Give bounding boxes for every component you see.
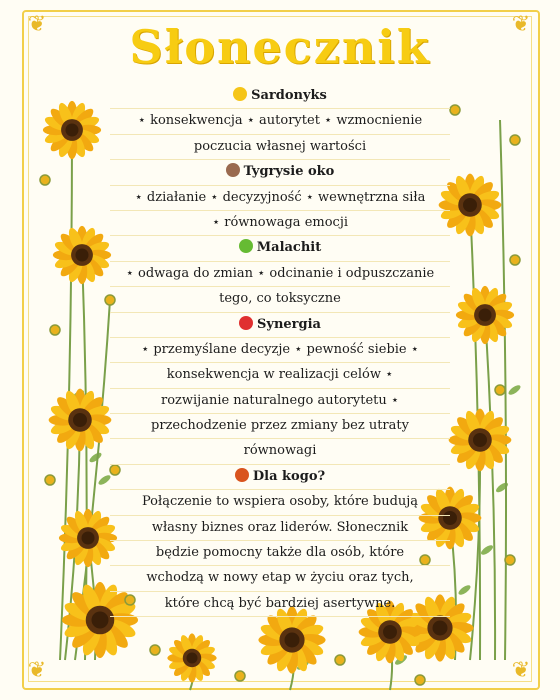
leaf xyxy=(88,451,103,464)
section-line: rozwijanie naturalnego autorytetu ⋆ xyxy=(110,389,450,414)
leaf xyxy=(480,544,495,557)
section-line: Połączenie to wspiera osoby, które budują xyxy=(110,490,450,515)
section-malachit xyxy=(110,236,450,312)
stem xyxy=(485,315,495,660)
section-line: ⋆ konsekwencja ⋆ autorytet ⋆ wzmocnienie xyxy=(110,109,450,134)
stone-list xyxy=(110,84,450,617)
section-heading: Sardonyks xyxy=(110,84,450,109)
section-heading: Tygrysie oko xyxy=(110,160,450,185)
sunflower-bud-icon xyxy=(50,325,60,335)
section-sardonyks xyxy=(110,84,450,160)
corner-ornament-icon: ❦ xyxy=(27,12,47,37)
brown-heart-icon xyxy=(226,163,240,177)
sunflower-bud-icon xyxy=(510,135,520,145)
section-line: ⋆ odwaga do zmian ⋆ odcinanie i odpuszczanie xyxy=(110,262,450,287)
corner-ornament-icon: ❦ xyxy=(27,658,47,683)
sunflower-bud-icon xyxy=(335,655,345,665)
section-line: ⋆ przemyślane decyzje ⋆ pewność siebie ⋆ xyxy=(110,338,450,363)
corner-ornament-icon: ❦ xyxy=(511,12,531,37)
section-line: tego, co toksyczne xyxy=(110,287,450,312)
sunflower-bud-icon xyxy=(495,385,505,395)
sunflower-bud-icon xyxy=(150,645,160,655)
sunflower-bud-icon xyxy=(510,255,520,265)
section-line: konsekwencja w realizacji celów ⋆ xyxy=(110,363,450,388)
section-tygrysie-oko xyxy=(110,160,450,236)
yellow-heart-icon xyxy=(233,87,247,101)
section-line: będzie pomocny także dla osób, które xyxy=(110,541,450,566)
section-heading: Synergia xyxy=(110,313,450,338)
sunflower-icon xyxy=(456,286,514,344)
section-line: wchodzą w nowy etap w życiu oraz tych, xyxy=(110,566,450,591)
section-heading: Malachit xyxy=(110,236,450,261)
section-line: ⋆ równowaga emocji xyxy=(110,211,450,236)
sunflower-icon xyxy=(167,633,216,682)
section-line: poczucia własnej wartości xyxy=(110,135,450,160)
leaf xyxy=(495,481,510,494)
sunflower-icon xyxy=(43,101,101,159)
sunflower-icon xyxy=(53,226,111,284)
section-line: równowagi xyxy=(110,439,450,464)
section-line: przechodzenie przez zmiany bez utraty xyxy=(110,414,450,439)
sunflower-bud-icon xyxy=(40,175,50,185)
sunflower-icon xyxy=(449,409,512,472)
sunflower-icon xyxy=(49,389,112,452)
sunflower-bud-icon xyxy=(505,555,515,565)
sunflower-bud-icon xyxy=(415,675,425,685)
leaf xyxy=(507,384,522,397)
maple-leaf-icon xyxy=(235,468,249,482)
green-heart-icon xyxy=(239,239,253,253)
section-heading: Dla kogo? xyxy=(110,465,450,490)
section-line: które chcą być bardziej asertywne. xyxy=(110,592,450,617)
section-dla-kogo xyxy=(110,465,450,617)
sunflower-bud-icon xyxy=(235,671,245,681)
sunflower-bud-icon xyxy=(450,105,460,115)
leaf xyxy=(457,584,472,597)
sunflower-icon xyxy=(59,509,117,567)
sunflower-bud-icon xyxy=(45,475,55,485)
page-title: Słonecznik xyxy=(129,20,431,74)
corner-ornament-icon: ❦ xyxy=(511,658,531,683)
section-synergia xyxy=(110,313,450,465)
target-icon xyxy=(239,316,253,330)
section-line: ⋆ działanie ⋆ decyzyjność ⋆ wewnętrzna siła xyxy=(110,186,450,211)
section-line: własny biznes oraz liderów. Słonecznik xyxy=(110,516,450,541)
